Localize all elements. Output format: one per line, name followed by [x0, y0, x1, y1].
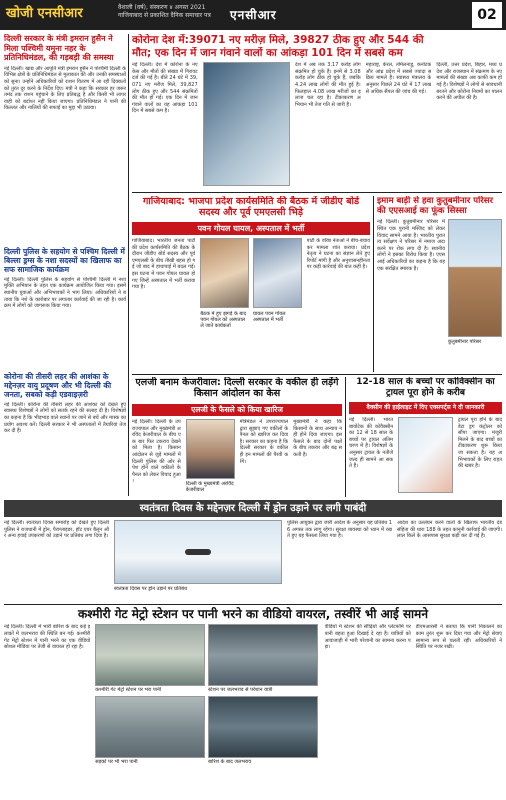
vaccine-photo	[398, 417, 453, 493]
horizontal-rule-2	[132, 374, 502, 375]
bjp-photo-2	[253, 238, 302, 308]
story3-text: नई दिल्ली। कोरोना की तीसरी लहर की आशंका को देखते हुए स्वास्थ्य विशेषज्ञों ने लोगों को सतर्क रहने की सलाह दी है। विशेषज्ञों का कहना है कि भीड़भाड़ वाले स्थानों पर जाने से बचें और मास्क का प्रयोग अवश्य करें। दिल्ली सरकार ने भी अस्पतालों में तैयारियां तेज कर दी हैं।	[4, 401, 126, 435]
lead-text-col1: नई दिल्ली। देश में कोरोना के नए केस और मौतों की संख्या में गिरावट दर्ज की गई है। बीते 24 घंटे में 39,071 नए मरीज मिले, 39,827 लोग ठीक हुए और 544 संक्रमितों की मौत हो गई। एक दिन में जान गंवाने वालों का यह आंकड़ा 101 दिन में सबसे कम है।	[132, 62, 198, 115]
metro-text-2: वीडियो में स्टेशन की सीढ़ियों और प्लेटफॉर्म पर पानी बहता हुआ दिखाई दे रहा है। यात्रियों को आवाजाही में भारी परेशानी का सामना करना पड़ा।	[324, 624, 411, 651]
bjp-body	[132, 238, 370, 368]
story2-headline: दिल्ली पुलिस के सहयोग से पश्चिम दिल्ली में बिल्ला ड्रग्स के नशा सदस्यों का खिलाफ का सफ सामाजिक कार्यक्रम	[4, 246, 125, 274]
metro-caption-3: सड़कों पर भी भरा पानी	[95, 759, 138, 766]
lg-text-3: मुख्यमंत्री ने कहा कि किसानों के साथ अन्याय नहीं होने दिया जाएगा। इस फैसले के बाद दोनों पक्षों के बीच तकरार और बढ़ सकती है।	[293, 419, 342, 458]
metro-caption-4: बारिश के बाद जलभराव	[208, 759, 252, 766]
metro-caption-1: कश्मीरी गेट मेट्रो स्टेशन पर भरा पानी	[95, 687, 162, 694]
horizontal-rule-3	[4, 604, 502, 605]
qutub-photo	[448, 219, 502, 337]
drone-text-1: नई दिल्ली। स्वतंत्रता दिवस समारोह को देखते हुए दिल्ली पुलिस ने राजधानी में ड्रोन, पैराग्लाइडर, हॉट एयर बैलून और अन्य हवाई उपकरणों को उड़ाने पर प्रतिबंध लगा दिया है।	[4, 520, 109, 540]
lead-headline-2: मौत; एक दिन में जान गंवाने वालों का आंकड़ा 101 दिन में सबसे कम	[132, 46, 403, 59]
left-column	[4, 34, 126, 494]
horizontal-rule	[132, 192, 502, 193]
lg-caption: दिल्ली के मुख्यमंत्री अरविंद केजरीवाल	[185, 481, 234, 493]
drone-text-3: आदेश का उल्लंघन करने वालों के खिलाफ भारतीय दंड संहिता की धारा 188 के तहत कानूनी कार्रवाई की जाएगी। लाल किले के आसपास सुरक्षा कड़ी कर दी गई है।	[397, 520, 502, 540]
metro-caption-2: स्टेशन पर जलभराव से परेशान यात्री	[208, 687, 273, 694]
drone-caption: स्वतंत्रता दिवस पर ड्रोन उड़ाने पर प्रतिबंध	[114, 586, 188, 592]
lead-photo-ppe	[203, 62, 290, 186]
covaxin-band: वैक्सीन की हाईलाइट में दिए एक्सपर्ट्स ने दी जानकारी	[349, 402, 502, 414]
metro-headline: कश्मीरी गेट मेट्रो स्टेशन पर पानी भरने का वीडियो वायरल, तस्वीरें भी आई सामने	[77, 607, 428, 621]
column-divider-2	[373, 196, 374, 372]
newspaper-brand: खोजी एनसीआर	[6, 6, 83, 21]
story1-text: नई दिल्ली। खाद्य और आपूर्ति मंत्री इमरान हुसैन ने पश्चिमी दिल्ली के विभिन्न क्षेत्रों के प्रतिनिधिमंडल से मुलाकात की और उनकी समस्याओं को सुना। उन्होंने अधिकारियों को राशन वितरण में आ रही दिक्कतों को तुरंत दूर करने के निर्देश दिए। मंत्री ने कहा कि सरकार हर जरूरतमंद तक राशन पहुंचाने के लिए प्रतिबद्ध है और किसी भी लापरवाही को बर्दाश्त नहीं किया जाएगा। प्रतिनिधिमंडल ने पानी की किल्लत और नालियों की सफाई का मुद्दा भी उठाया।	[4, 65, 126, 112]
metro-story	[4, 607, 502, 797]
lg-body	[132, 419, 342, 497]
covaxin-body	[349, 417, 502, 497]
lead-text-col4: दिल्ली, उत्तर प्रदेश, बिहार, मध्य प्रदेश और राजस्थान में संक्रमण के नए मामलों की संख्या अब काफी कम हो गई है। विशेषज्ञों ने लोगों से सावधानी बरतने और कोरोना नियमों का पालन करने की अपील की है।	[436, 62, 502, 102]
section-title: एनसीआर	[230, 8, 277, 22]
column-divider-3	[345, 377, 346, 497]
lg-band: एलजी के फैसले को किया खारिज	[132, 404, 342, 416]
covaxin-headline: 12-18 साल के बच्चों पर कोविक्सीन का ट्रायल पूरा होने के करीब	[356, 377, 495, 398]
bjp-caption-2: घायल पवन गोयल अस्पताल में भर्ती	[253, 311, 286, 323]
metro-text-1: नई दिल्ली। दिल्ली में भारी बारिश के बाद कई इलाकों में जलभराव की स्थिति बन गई। कश्मीरी गेट मेट्रो स्टेशन में पानी भरने का एक वीडियो सोशल मीडिया पर तेजी से वायरल हो रहा है।	[4, 624, 91, 651]
metro-photo-3	[95, 696, 205, 758]
bjp-photo-1	[200, 238, 249, 308]
kejriwal-photo	[186, 419, 235, 479]
qutub-story	[377, 196, 502, 372]
lg-headline: एलजी बनाम केजरीवाल: दिल्ली सरकार के वकील ही लड़ेंगे किसान आंदोलन का केस	[135, 377, 339, 400]
lead-headline-1: कोरोना देश में:39071 नए मरीज़ मिले, 39827 ठीक हुए और 544 की	[132, 34, 424, 46]
bjp-text-1: गाजियाबाद। भारतीय जनता पार्टी की प्रदेश कार्यसमिति की बैठक के दौरान जीडीए बोर्ड सदस्य और पूर्व एमएलसी के बीच तीखी बहस हो गई जो बाद में हाथापाई में बदल गई। इस घटना में पवन गोयल घायल हो गए जिन्हें अस्पताल में भर्ती कराया गया है।	[132, 238, 196, 291]
bjp-band: पवन गोयल घायल, अस्पताल में भर्ती	[132, 222, 370, 235]
lead-text-col3: महाराष्ट्र, केरल, तमिलनाडु, कर्नाटक और आंध्र प्रदेश में सबसे ज्यादा सक्रिय मामले हैं। स्वास्थ्य मंत्रालय के अनुसार पिछले 24 घंटे में 17 लाख से अधिक सैंपल की जांच की गई।	[365, 62, 432, 95]
covaxin-text-2: ट्रायल पूरा होने के बाद डेटा ड्रग कंट्रोलर को सौंपा जाएगा। मंजूरी मिलने के बाद बच्चों का टीकाकरण शुरू किया जा सकता है। यह अभिभावकों के लिए राहत की खबर है।	[457, 417, 502, 470]
qutub-caption: कुतुबमीनार परिसर	[448, 339, 482, 346]
column-divider	[128, 34, 129, 496]
drone-photo	[114, 520, 282, 584]
bjp-headline: गाजियाबाद: भाजपा प्रदेश कार्यसमिति की बैठक में जीडीए बोर्ड सदस्य और पूर्व एमएलसी भिड़े	[142, 196, 360, 219]
drone-headline: स्वतंत्रता दिवस के मद्देनज़र दिल्ली में ड्रोन उड़ाने पर लगी पाबंदी	[4, 500, 502, 517]
covaxin-text-1: नई दिल्ली। भारत बायोटेक की कोवैक्सीन का 12 से 18 साल के बच्चों पर ट्रायल अंतिम चरण में है। विशेषज्ञों के अनुसार ट्रायल के नतीजे जल्द ही सामने आ सकते हैं।	[349, 417, 394, 470]
story2-text: नई दिल्ली। दिल्ली पुलिस के सहयोग से पश्चिमी दिल्ली में नशा मुक्ति अभियान के तहत एक कार्यक्रम आयोजित किया गया। इसमें स्थानीय युवाओं और अभिभावकों ने भाग लिया। अधिकारियों ने बताया कि नशे के कारोबार पर लगातार कार्रवाई की जा रही है। कार्यक्रम में लोगों को जागरूक किया गया।	[4, 276, 126, 310]
drone-body	[4, 520, 502, 602]
lg-text-2: मंत्रिमंडल ने उपराज्यपाल द्वारा सुझाए गए वकीलों के पैनल को खारिज कर दिया है। सरकार का कहना है कि दिल्ली सरकार के वकील ही इन मामलों की पैरवी करेंगे।	[239, 419, 289, 465]
metro-photo-1	[95, 624, 205, 686]
drone-icon	[185, 549, 211, 555]
metro-photo-2	[208, 624, 318, 686]
issue-line-1: वैशाली (वर्ष), संस्करण ४ अगस्त 2021	[118, 4, 206, 11]
story3-headline: कोरोना की तीसरी लहर की आशंका के मद्देनज़र वायु प्रदूषण और भी दिल्ली की जनता, सबको कड़ी एडवाइज़री	[4, 371, 112, 399]
bjp-text-2: पार्टी के वरिष्ठ नेताओं ने बीच-बचाव कर मामला शांत कराया। प्रदेश नेतृत्व ने घटना का संज्ञान लेते हुए रिपोर्ट मांगी है और अनुशासनहीनता पर कड़ी कार्रवाई की बात कही है।	[306, 238, 370, 271]
lead-text-col2: देश में अब तक 3.17 करोड़ लोग संक्रमित हो चुके हैं। इनमें से 3.08 करोड़ लोग ठीक हो चुके हैं, जबकि 4.24 लाख लोगों की मौत हुई है। फिलहाल 4.08 लाख मरीजों का इलाज चल रहा है। टीकाकरण अभियान भी तेज गति से जारी है।	[295, 62, 361, 108]
masthead	[0, 0, 506, 30]
lg-text-1: नई दिल्ली। दिल्ली के उपराज्यपाल और मुख्यमंत्री अरविंद केजरीवाल के बीच एक बार फिर टकराव देखने को मिला है। किसान आंदोलन से जुड़े मामलों में दिल्ली पुलिस की ओर से पेश होने वाले वकीलों के पैनल को लेकर विवाद हुआ।	[132, 419, 181, 485]
metro-text-3: डीएमआरसी ने बताया कि पानी निकालने का काम तुरंत शुरू कर दिया गया और मेट्रो सेवाएं सामान्य रूप से चलती रहीं। अधिकारियों ने स्थिति पर नजर रखी।	[415, 624, 502, 651]
story1-headline: दिल्ली सरकार के मंत्री इमरान हुसैन ने मिला पश्चिमी यमुना नहर के प्रतिनिधिमंडल, की गड़बड़ी की समस्या	[4, 34, 114, 63]
page-number: 02	[472, 2, 502, 28]
lead-story	[132, 34, 502, 190]
qutub-text: नई दिल्ली। कुतुबमीनार परिसर में स्थित एक पुरानी मस्जिद को लेकर विवाद सामने आया है। भारतीय पुरातत्व सर्वेक्षण ने परिसर में नमाज अदा करने पर रोक लगा दी है। स्थानीय लोगों ने इसका विरोध किया है। एएसआई अधिकारियों का कहना है कि यह एक संरक्षित स्मारक है।	[377, 219, 445, 272]
metro-photo-4	[208, 696, 318, 758]
issue-line-2: गाजियाबाद से प्रकाशित दैनिक समाचार पत्र	[118, 12, 211, 19]
issue-info	[118, 4, 211, 20]
drone-text-2: पुलिस आयुक्त द्वारा जारी आदेश के अनुसार यह प्रतिबंध 16 अगस्त तक लागू रहेगा। सुरक्षा व्यवस्था को ध्यान में रखते हुए यह फैसला लिया गया है।	[287, 520, 392, 540]
qutub-headline: इमाम बाड़ी से हवा कुतुबमीनार परिसर की एएसआई का फूंक सिस्सा	[377, 196, 493, 217]
bjp-caption-1: बैठक में हुए झगड़े के बाद पवन गोयल को अस्पताल ले जाते कार्यकर्ता	[200, 311, 247, 329]
